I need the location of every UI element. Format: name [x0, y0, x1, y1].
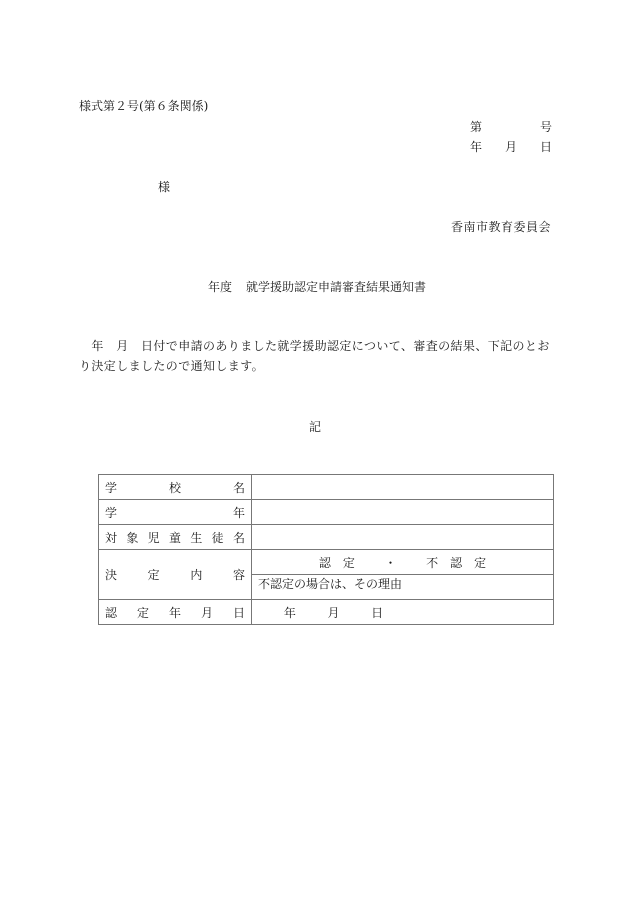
document-title	[0, 278, 630, 295]
number-prefix: 第	[470, 120, 483, 134]
form-number: 様式第２号(第６条関係)	[79, 99, 209, 113]
value-school-name[interactable]	[252, 475, 554, 500]
label-char: 月	[200, 605, 213, 620]
label-char: 名	[232, 480, 245, 495]
label-char: 徒	[211, 530, 224, 545]
label-char: 学	[105, 505, 118, 520]
label-approval-date	[99, 600, 252, 625]
table-row-decision	[99, 550, 554, 575]
reason-field[interactable]	[252, 575, 554, 600]
label-char: 名	[232, 530, 245, 545]
label-char: 生	[190, 530, 203, 545]
option-approved[interactable]: 認 定	[318, 555, 355, 570]
label-char: 容	[232, 568, 245, 582]
title-year-prefix: 年度	[207, 280, 232, 294]
label-char: 年	[168, 605, 181, 620]
table-row-school	[99, 475, 554, 500]
notice-body-text: 年 月 日付で申請のありました就学援助認定について、審査の結果、下記のとおり決定しましたので通知します。	[79, 339, 550, 373]
document-number-line	[470, 118, 552, 135]
date-year: 年	[470, 140, 483, 154]
value-approval-date[interactable]	[252, 600, 554, 625]
option-not-approved[interactable]: 不 認 定	[426, 555, 487, 570]
value-grade[interactable]	[252, 500, 554, 525]
table-row-student-name	[99, 525, 554, 550]
reason-label: 不認定の場合は、その理由	[258, 577, 403, 591]
label-char: 童	[168, 530, 181, 545]
table-row-approval-date	[99, 600, 554, 625]
title-main: 就学援助認定申請審査結果通知書	[246, 280, 427, 294]
issuer-name: 香南市教育委員会	[450, 220, 551, 234]
label-char: 校	[168, 480, 181, 495]
approval-year: 年	[283, 605, 296, 620]
label-char: 象	[126, 530, 139, 545]
label-char: 定	[147, 568, 160, 582]
label-school-name	[99, 475, 252, 500]
decision-options	[252, 550, 554, 575]
label-char: 学	[105, 480, 118, 495]
label-char: 児	[147, 530, 160, 545]
addressee-suffix: 様	[158, 180, 171, 194]
label-grade	[99, 500, 252, 525]
value-student-name[interactable]	[252, 525, 554, 550]
issue-date-line	[470, 138, 552, 155]
label-char: 内	[190, 568, 203, 582]
number-suffix: 号	[539, 120, 552, 134]
option-separator: ・	[384, 555, 397, 570]
date-month: 月	[504, 140, 517, 154]
table-row-grade	[99, 500, 554, 525]
date-day: 日	[539, 140, 552, 154]
label-char: 年	[232, 505, 245, 520]
approval-day: 日	[371, 605, 384, 620]
result-table	[98, 474, 554, 625]
label-char: 定	[136, 605, 149, 620]
label-char: 日	[232, 605, 245, 620]
label-student-name	[99, 525, 252, 550]
label-decision	[99, 550, 252, 600]
label-char: 決	[105, 568, 118, 582]
label-char: 対	[105, 530, 118, 545]
approval-month: 月	[327, 605, 340, 620]
label-char: 認	[105, 605, 118, 620]
ki-heading: 記	[309, 420, 322, 434]
